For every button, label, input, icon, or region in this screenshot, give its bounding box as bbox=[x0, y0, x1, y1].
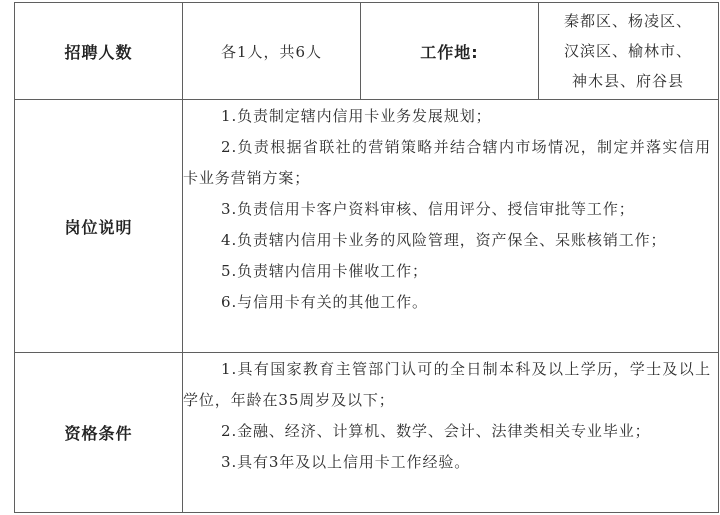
work-location-line: 汉滨区、榆林市、 bbox=[563, 41, 692, 60]
work-location-label: 工作地: bbox=[420, 42, 479, 62]
work-location-list bbox=[538, 2, 718, 98]
duty-item: 2.负责根据省联社的营销策略并结合辖内市场情况，制定并落实信用卡业务营销方案； bbox=[183, 138, 711, 187]
qualifications-list bbox=[183, 354, 711, 478]
duty-item: 4.负责辖内信用卡业务的风险管理，资产保全、呆账核销工作； bbox=[221, 231, 667, 249]
headcount-value: 各1人，共6人 bbox=[220, 42, 323, 61]
requirement-item: 2.金融、经济、计算机、数学、会计、法律类相关专业毕业； bbox=[221, 422, 651, 440]
duty-item: 3.负责信用卡客户资料审核、信用评分、授信审批等工作； bbox=[221, 200, 635, 218]
work-location-line: 秦都区、杨凌区、 bbox=[563, 11, 692, 30]
requirement-item: 3.具有3年及以上信用卡工作经验。 bbox=[221, 453, 471, 471]
duty-item: 6.与信用卡有关的其他工作。 bbox=[221, 293, 428, 311]
qualifications-label: 资格条件 bbox=[64, 424, 133, 443]
job-description-list bbox=[183, 101, 711, 318]
duty-item: 1.负责制定辖内信用卡业务发展规划； bbox=[221, 107, 492, 125]
table-right-border bbox=[718, 2, 719, 513]
job-description-label: 岗位说明 bbox=[64, 217, 133, 237]
duty-item: 5.负责辖内信用卡催收工作； bbox=[221, 262, 428, 280]
table-bottom-border bbox=[14, 512, 719, 513]
requirement-item: 1.具有国家教育主管部门认可的全日制本科及以上学历，学士及以上学位，年龄在35周岁及以下； bbox=[183, 360, 711, 409]
headcount-label: 招聘人数 bbox=[64, 42, 133, 62]
work-location-line: 神木县、府谷县 bbox=[571, 71, 684, 90]
